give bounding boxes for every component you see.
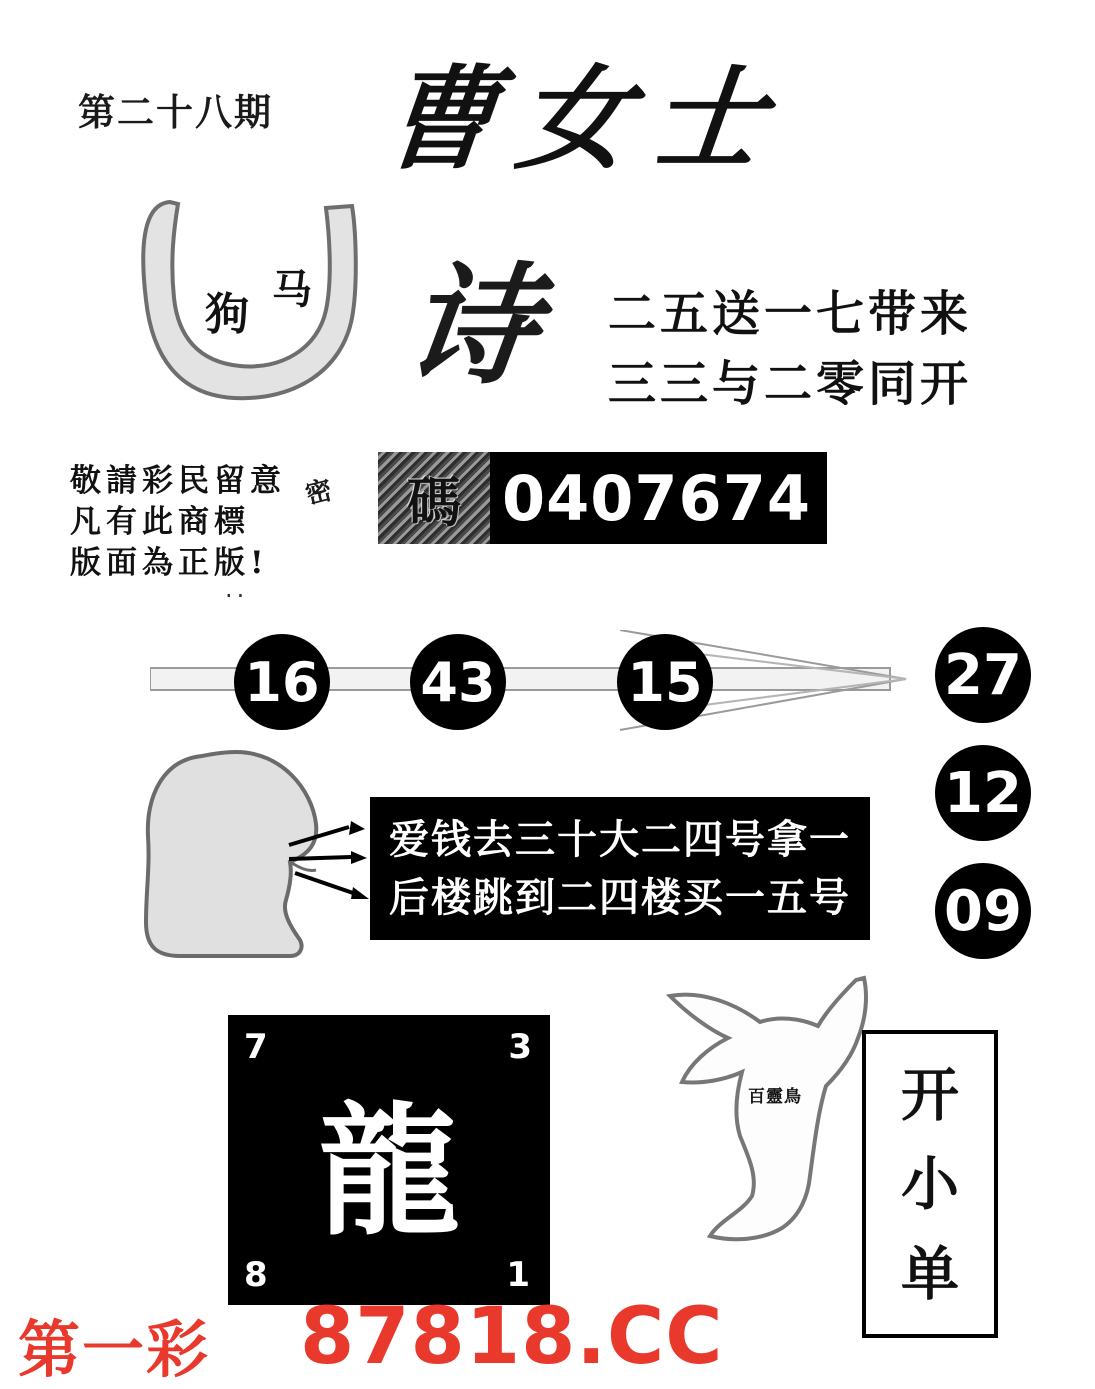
number-ball: 16 [234,634,330,730]
speech-box [370,797,870,940]
number-ball: 09 [935,863,1031,959]
vertical-char-3: 单 [900,1239,959,1308]
zodiac-corner-bottom-right: 1 [506,1255,530,1295]
issue-label: 第二十八期 [78,90,273,134]
code-bar-number: 0407674 [502,461,811,535]
poem-line-1: 二五送一七带来 [608,286,973,342]
zodiac-card [228,1015,550,1305]
number-ball: 43 [410,634,506,730]
poem-line-2: 三三与二零同开 [608,356,973,412]
speech-line-2: 后楼跳到二四楼买一五号 [389,873,851,921]
footer-brand: 第一彩 [18,1313,211,1386]
number-ball: 15 [617,634,713,730]
number-ball: 12 [935,745,1031,841]
footer-site: 87818.CC [300,1292,724,1382]
code-bar [378,452,827,544]
poem-section-word: 诗 [397,249,547,402]
number-ball: 27 [935,627,1031,723]
animal-two-label: 马 [272,266,312,313]
code-bar-icon-char: 碼 [407,469,461,534]
notice-dots: .. [225,575,249,603]
zodiac-corner-top-left: 7 [244,1027,268,1067]
speech-arrows-icon [285,815,375,905]
bird-label: 百靈鳥 [748,1087,802,1107]
vertical-char-2: 小 [900,1150,959,1218]
zodiac-corner-bottom-left: 8 [244,1255,268,1295]
code-bar-icon [378,452,490,544]
animal-one-label: 狗 [205,289,249,340]
notice-line-1: 敬請彩民留意 [70,463,286,499]
horseshoe-icon [130,190,370,410]
zodiac-character: 龍 [318,1089,460,1255]
vertical-text-box [862,1030,998,1338]
zodiac-corner-top-right: 3 [508,1027,532,1067]
page-title: 曹女士 [377,54,793,185]
vertical-char-1: 开 [900,1060,959,1129]
speech-line-1: 爱钱去三十大二四号拿一 [389,815,851,863]
notice-line-2: 凡有此商標 [70,504,250,540]
notice-line-3: 版面為正版! [70,545,269,581]
seal-stamp-icon: 密 [302,475,336,511]
